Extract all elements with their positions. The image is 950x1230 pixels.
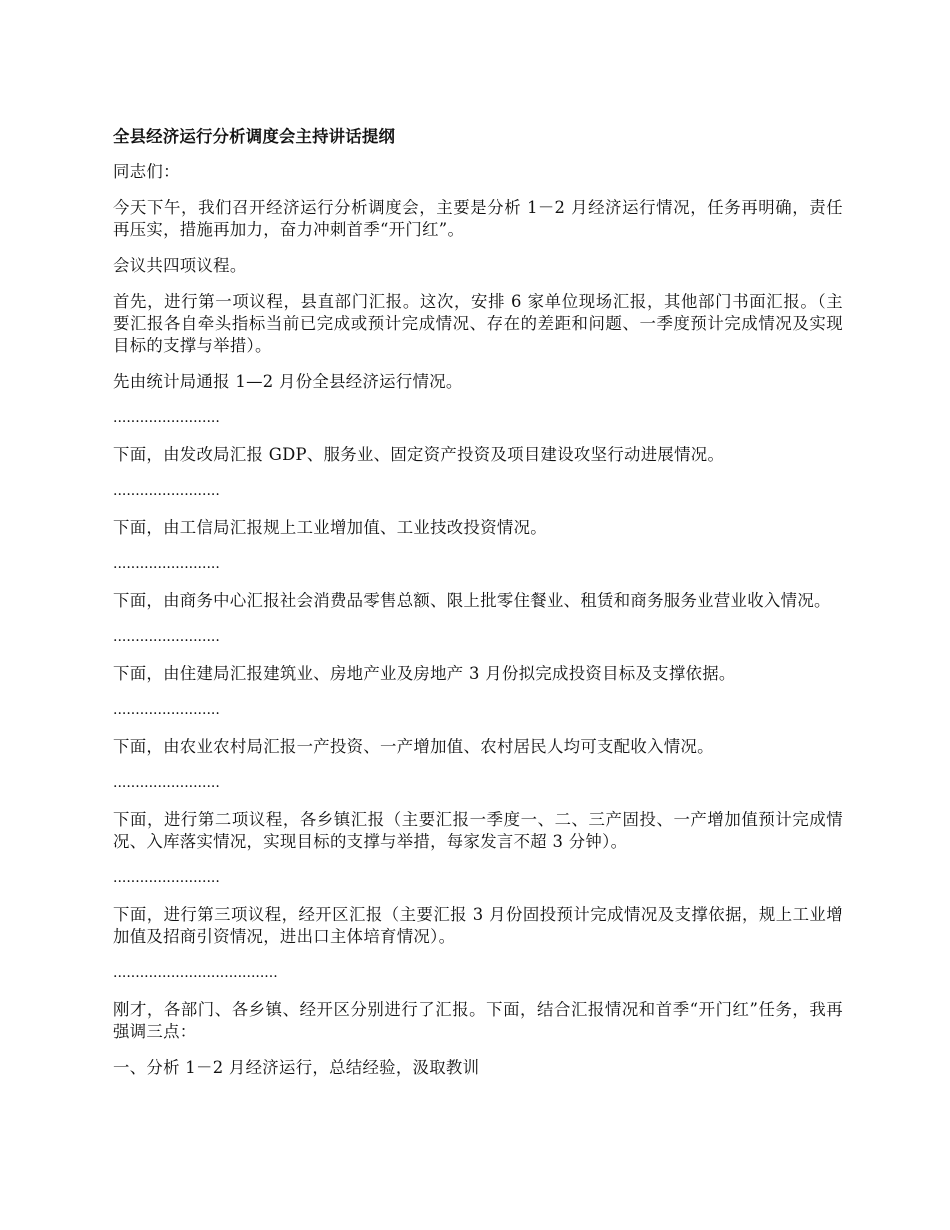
paragraph: 下面，由商务中心汇报社会消费品零售总额、限上批零住餐业、租赁和商务服务业营业收入情况。 — [113, 591, 831, 610]
paragraph: 下面，由农业农村局汇报一产投资、一产增加值、农村居民人均可支配收入情况。 — [113, 737, 714, 756]
ellipsis-separator: ........................ — [113, 556, 220, 572]
ellipsis-separator: ........................ — [113, 702, 220, 718]
paragraph: 今天下午，我们召开经济运行分析调度会，主要是分析 1－2 月经济运行情况，任务再明确，责任再压实，措施再加力，奋力冲刺首季“开门红”。 — [113, 198, 843, 239]
ellipsis-separator: ........................ — [113, 410, 220, 426]
paragraph: 下面，由住建局汇报建筑业、房地产业及房地产 3 月份拟完成投资目标及支撑依据。 — [113, 664, 736, 683]
ellipsis-separator: ........................ — [113, 775, 220, 791]
ellipsis-separator: ..................................... — [113, 965, 278, 981]
ellipsis-separator: ........................ — [113, 870, 220, 886]
document-body — [113, 161, 843, 1079]
paragraph: 下面，进行第三项议程，经开区汇报（主要汇报 3 月份固投预计完成情况及支撑依据，规上工业增加值及招商引资情况，进出口主体培育情况）。 — [113, 905, 843, 946]
ellipsis-separator: ........................ — [113, 483, 220, 499]
paragraph: 下面，进行第二项议程，各乡镇汇报（主要汇报一季度一、二、三产固投、一产增加值预计完成情况、入库落实情况，实现目标的支撑与举措，每家发言不超 3 分钟）。 — [113, 810, 843, 851]
paragraph: 首先，进行第一项议程，县直部门汇报。这次，安排 6 家单位现场汇报，其他部门书面汇报。（主要汇报各自牵头指标当前已完成或预计完成情况、存在的差距和问题、一季度预计完成情况及实现目标的支撑与举措）。 — [113, 292, 843, 355]
ellipsis-separator: ........................ — [113, 629, 220, 645]
paragraph: 先由统计局通报 1—2 月份全县经济运行情况。 — [113, 372, 463, 391]
paragraph: 一、分析 1－2 月经济运行，总结经验，汲取教训 — [113, 1058, 480, 1077]
paragraph: 会议共四项议程。 — [113, 256, 247, 275]
paragraph: 下面，由发改局汇报 GDP、服务业、固定资产投资及项目建设攻坚行动进展情况。 — [113, 445, 725, 464]
document-page — [113, 126, 843, 1093]
document-title: 全县经济运行分析调度会主持讲话提纲 — [113, 127, 396, 146]
paragraph: 下面，由工信局汇报规上工业增加值、工业技改投资情况。 — [113, 518, 547, 537]
paragraph: 同志们： — [113, 162, 180, 181]
paragraph: 刚才，各部门、各乡镇、经开区分别进行了汇报。下面，结合汇报情况和首季“开门红”任务，我再强调三点： — [113, 1000, 843, 1041]
